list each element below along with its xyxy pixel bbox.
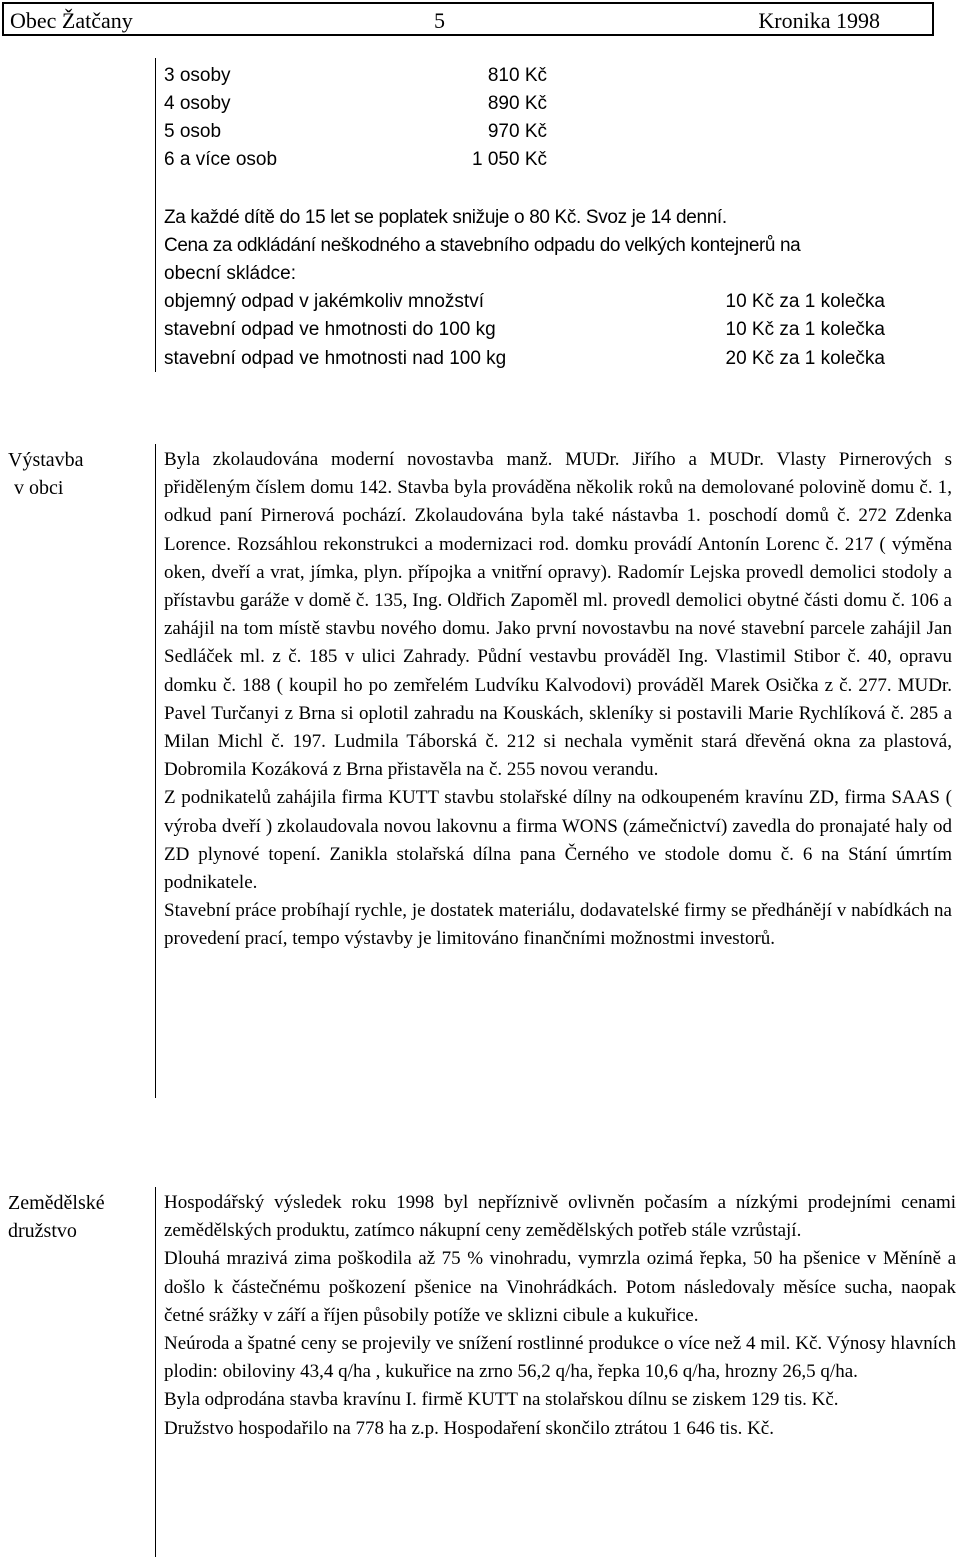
- section-divider-prices: [155, 58, 156, 372]
- section-divider-druzstvo: [155, 1187, 156, 1557]
- vystavba-paragraph: Stavební práce probíhají rychle, je dostatek materiálu, dodavatelské firmy se předhánějí v nabídkách na provedení prací, tempo výstavby je limitováno finančními možnostmi investorů.: [164, 900, 952, 950]
- price-value: 1 050 Kč: [472, 149, 547, 170]
- price-label: 5 osob: [164, 121, 222, 142]
- section-label-line: v obci: [14, 477, 64, 499]
- waste-row-value: 10 Kč za 1 kolečka: [725, 319, 885, 340]
- header-village: Obec Žatčany: [10, 8, 133, 33]
- price-label: 6 a více osob: [164, 149, 278, 170]
- vystavba-paragraph: Z podnikatelů zahájila firma KUTT stavbu stolařské dílny na odkoupeném kravínu ZD, firma SAAS ( výroba dveří ) zkolaudovala novou lakovnu a firma WONS (zámečnictví) zavedla do pronajaté haly od ZD plynové topení. Zanikla stolařská dílna pana Černého ve stodole domu č. 6 na Stání úmrtím podnikatele.: [164, 787, 952, 894]
- header-chronicle-year: Kronika 1998: [758, 8, 880, 33]
- waste-row-value: 10 Kč za 1 kolečka: [725, 291, 885, 312]
- section-divider-vystavba: [155, 444, 156, 1098]
- header-page-number: 5: [434, 8, 445, 33]
- druzstvo-paragraph: Družstvo hospodařilo na 778 ha z.p. Hospodaření skončilo ztrátou 1 646 tis. Kč.: [164, 1417, 774, 1439]
- price-value: 970 Kč: [487, 121, 547, 142]
- section-label-line: Zemědělské: [8, 1192, 105, 1214]
- price-label: 4 osoby: [164, 93, 231, 114]
- price-value: 810 Kč: [487, 65, 547, 86]
- druzstvo-paragraph: Byla odprodána stavba kravínu I. firmě KUTT na stolařskou dílnu se ziskem 129 tis. Kč.: [164, 1389, 839, 1411]
- section-label-line: družstvo: [8, 1220, 77, 1242]
- waste-row-label: objemný odpad v jakémkoliv množství: [164, 291, 484, 312]
- section-label-line: Výstavba: [8, 449, 84, 471]
- waste-note: Za každé dítě do 15 let se poplatek snižuje o 80 Kč. Svoz je 14 denní.: [164, 207, 727, 228]
- section-label-vystavba: [8, 446, 84, 502]
- price-value: 890 Kč: [487, 93, 547, 114]
- waste-intro-line2: obecní skládce:: [164, 263, 297, 284]
- price-label: 3 osoby: [164, 65, 231, 86]
- vystavba-text: [164, 446, 952, 954]
- waste-row-label: stavební odpad ve hmotnosti nad 100 kg: [164, 348, 507, 369]
- section-label-druzstvo: [8, 1189, 105, 1245]
- druzstvo-text: [164, 1189, 956, 1443]
- druzstvo-paragraph: Hospodářský výsledek roku 1998 byl nepříznivě ovlivněn počasím a nízkými prodejními cenami zemědělských produktu, zatímco nákupní ceny zemědělských potřeb stále vzrůstají.: [164, 1192, 956, 1242]
- vystavba-paragraph: Byla zkolaudována moderní novostavba manž. MUDr. Jiřího a MUDr. Vlasty Pirnerových s přiděleným číslem domu 142. Stavba byla prováděna několik roků na demolované polovině domu č. 1, odkud paní Pirnerová pochází. Zkolaudována byla také nástavba 1. poschodí domů č. 272 Zdenka Lorence. Rozsáhlou rekonstrukci a modernizaci rod. domku provádí Antonín Lorenc č. 217 ( výměna oken, dveří a vrat, jímka, plyn. přípojka a vnitřní opravy). Radomír Lejska provedl demolici stodoly a přístavbu garáže v domě č. 135, Ing. Oldřich Zapoměl ml. provedl demolici obytné části domu č. 106 a zahájil na tom místě stavbu nového domu. Jako první novostavbu na nové stavební parcele zahájil Jan Sedláček ml. z č. 185 v ulici Zahrady. Půdní vestavbu prováděl Ing. Vlastimil Stibor č. 40, opravu domku č. 188 ( koupil ho po zemřelém Ludvíku Kalvodovi) prováděl Marek Osička z č. 277. MUDr. Pavel Turčanyi z Brna si oplotil zahradu na Kouskách, skleníky si postavili Marie Rychlíková č. 285 a Milan Michl č. 197. Ludmila Táborská č. 212 si nechala vyměnit stará dřevěná okna za plastová, Dobromila Kozáková z Brna přistavěla na č. 255 novou verandu.: [164, 449, 952, 781]
- druzstvo-paragraph: Neúroda a špatné ceny se projevily ve snížení rostlinné produkce o více než 4 mil. Kč. Výnosy hlavních plodin: obiloviny 43,4 q/ha , kukuřice na zrno 56,2 q/ha, řepka 10,6 q/ha, hrozny 26,5 q/ha.: [164, 1333, 956, 1383]
- waste-row-label: stavební odpad ve hmotnosti do 100 kg: [164, 319, 496, 340]
- waste-row-value: 20 Kč za 1 kolečka: [725, 348, 885, 369]
- druzstvo-paragraph: Dlouhá mrazivá zima poškodila až 75 % vinohradu, vymrzla ozimá řepka, 50 ha pšenice v Měníně a došlo k částečnému poškození pšenice na Vinohrádkách. Potom následovaly měsíce sucha, naopak četné srážky v září a říjen působily potíže ve sklizni cibule a kukuřice.: [164, 1248, 956, 1326]
- waste-intro-line1: Cena za odkládání neškodného a stavebního odpadu do velkých kontejnerů na: [164, 235, 801, 256]
- page-header: [2, 2, 934, 36]
